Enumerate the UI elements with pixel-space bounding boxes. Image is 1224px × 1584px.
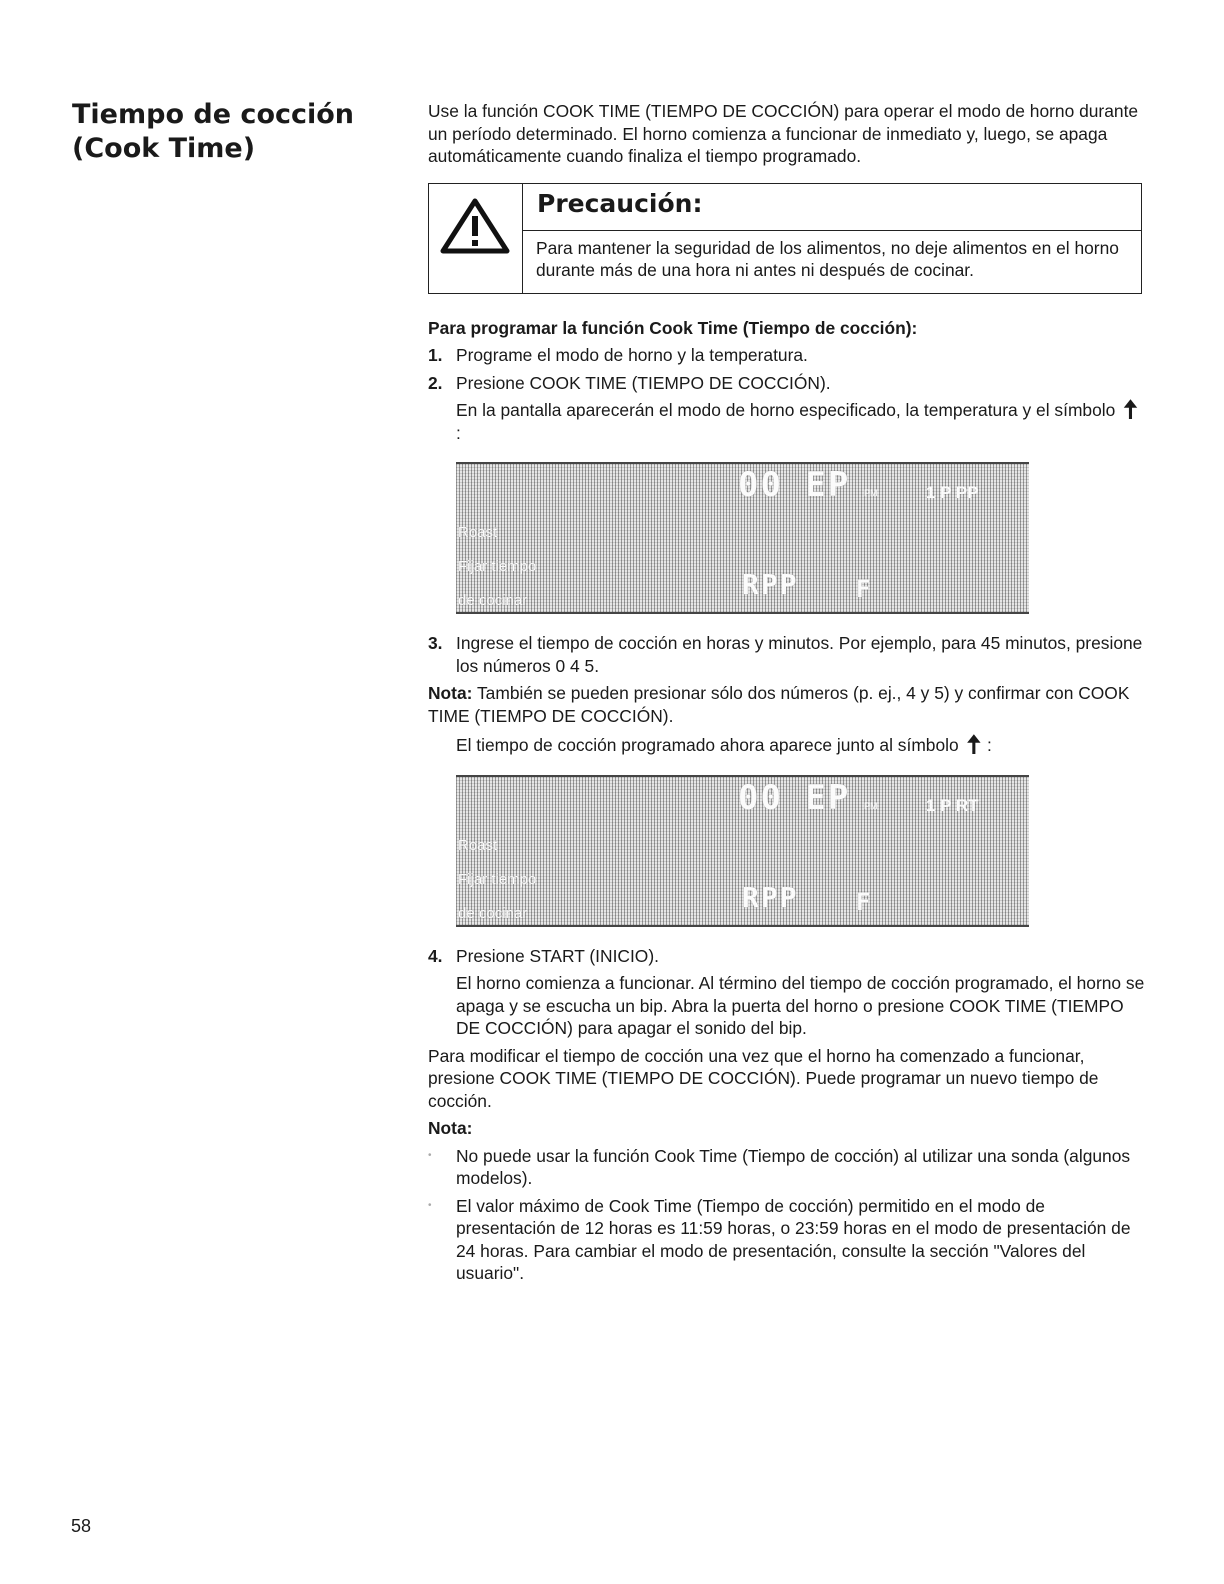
step-3 <box>428 632 1146 677</box>
intro-paragraph: Use la función COOK TIME (TIEMPO DE COCCIÓN) para operar el modo de horno durante un período determinado. El horno comienza a funcionar de inmediato y, luego, se apaga automáticamente cuando finaliza el tiempo programado. <box>428 101 1139 166</box>
modify-paragraph: Para modificar el tiempo de cocción una vez que el horno ha comenzado a funcionar, presione COOK TIME (TIEMPO DE COCCIÓN). Puede programar un nuevo tiempo de cocción. <box>428 1045 1099 1111</box>
step-number: 2. <box>428 372 443 393</box>
step-number: 4. <box>428 945 443 966</box>
oven-display-2 <box>456 775 1029 927</box>
step-number: 1. <box>428 345 443 365</box>
step-4-detail: El horno comienza a funcionar. Al término del tiempo de cocción programado, el horno se apaga y se escucha un bip. Abra la puerta del horno o presione COOK TIME (TIEMPO DE COCCIÓN) para apagar el sonido del bip. <box>456 973 1145 1038</box>
list-item <box>428 1145 1146 1190</box>
display-ampm: PM <box>864 800 878 811</box>
after-note-sentence: El tiempo de cocción programado ahora aparece junto al símbolo <box>456 735 959 755</box>
punctuation: : <box>456 422 461 443</box>
main-content <box>428 100 1146 1285</box>
bullet-text: No puede usar la función Cook Time (Tiempo de cocción) al utilizar una sonda (algunos modelos). <box>456 1145 1131 1188</box>
cook-time-arrow-icon: 🠅 <box>1123 395 1138 425</box>
caution-box <box>428 183 1142 294</box>
display-temperature: RPP <box>742 880 799 914</box>
caution-text: Para mantener la seguridad de los alimentos, no deje alimentos en el horno durante más de una hora ni antes ni después de cocinar. <box>536 237 1119 280</box>
step-4 <box>428 945 1146 968</box>
display-label: Fijar tiempo <box>458 558 537 575</box>
display-time: 00 EP <box>738 777 851 818</box>
section-title: Tiempo de cocción (Cook Time) <box>72 99 355 164</box>
step-text: Ingrese el tiempo de cocción en horas y minutos. Por ejemplo, para 45 minutos, presione los números 0 4 5. <box>456 633 1143 676</box>
display-cook-time: 1 P RT <box>926 795 979 815</box>
display-mode: Roast <box>458 524 498 541</box>
display-unit: F <box>856 887 873 916</box>
step-2-detail <box>428 395 1146 444</box>
display-mode: Roast <box>458 836 498 854</box>
display-label: de cocinar <box>458 904 528 922</box>
page-number: 58 <box>71 1516 92 1536</box>
note-2-label: Nota: <box>428 1118 473 1138</box>
note-text: También se pueden presionar sólo dos números (p. ej., 4 y 5) y confirmar con COOK TIME (TIEMPO DE COCCIÓN). <box>428 683 1130 726</box>
list-item <box>428 1195 1146 1285</box>
display-ampm: PM <box>864 488 878 498</box>
display-cook-time: 1 P PP <box>926 483 979 502</box>
bullet-text: El valor máximo de Cook Time (Tiempo de cocción) permitido en el modo de presentación de 12 horas es 11:59 horas, o 23:59 horas en el modo de presentación de 24 horas. Para cambiar el modo de presentación, consulte la sección "Valores del usuario". <box>456 1195 1131 1283</box>
warning-triangle-icon <box>440 198 510 254</box>
step-2 <box>428 372 1146 395</box>
step-text: Programe el modo de horno y la temperatura. <box>456 345 808 365</box>
display-temperature: RPP <box>742 568 799 601</box>
step-number: 3. <box>428 633 443 653</box>
note-label: Nota: <box>428 683 473 703</box>
caution-icon-cell <box>429 184 523 293</box>
oven-display-1 <box>456 462 1029 614</box>
display-label: de cocinar <box>458 592 528 609</box>
after-note-text <box>428 730 1146 760</box>
step-detail-text: En la pantalla aparecerán el modo de horno especificado, la temperatura y el símbolo <box>456 400 1116 420</box>
cook-time-arrow-icon: 🠅 <box>966 730 981 760</box>
note-1 <box>428 682 1146 727</box>
caution-heading: Precaución: <box>523 184 1141 231</box>
punctuation: : <box>986 735 992 755</box>
bullet-icon: • <box>428 1149 432 1161</box>
procedure-heading: Para programar la función Cook Time (Tiempo de cocción): <box>428 317 918 338</box>
step-text: Presione START (INICIO). <box>456 945 659 966</box>
step-text: Presione COOK TIME (TIEMPO DE COCCIÓN). <box>456 372 831 393</box>
display-label: Fijar tiempo <box>458 870 537 888</box>
step-1 <box>428 344 1146 367</box>
note-bullets <box>428 1145 1146 1285</box>
display-unit: F <box>856 575 873 603</box>
bullet-icon: • <box>428 1199 432 1211</box>
display-time: 00 EP <box>738 465 851 505</box>
